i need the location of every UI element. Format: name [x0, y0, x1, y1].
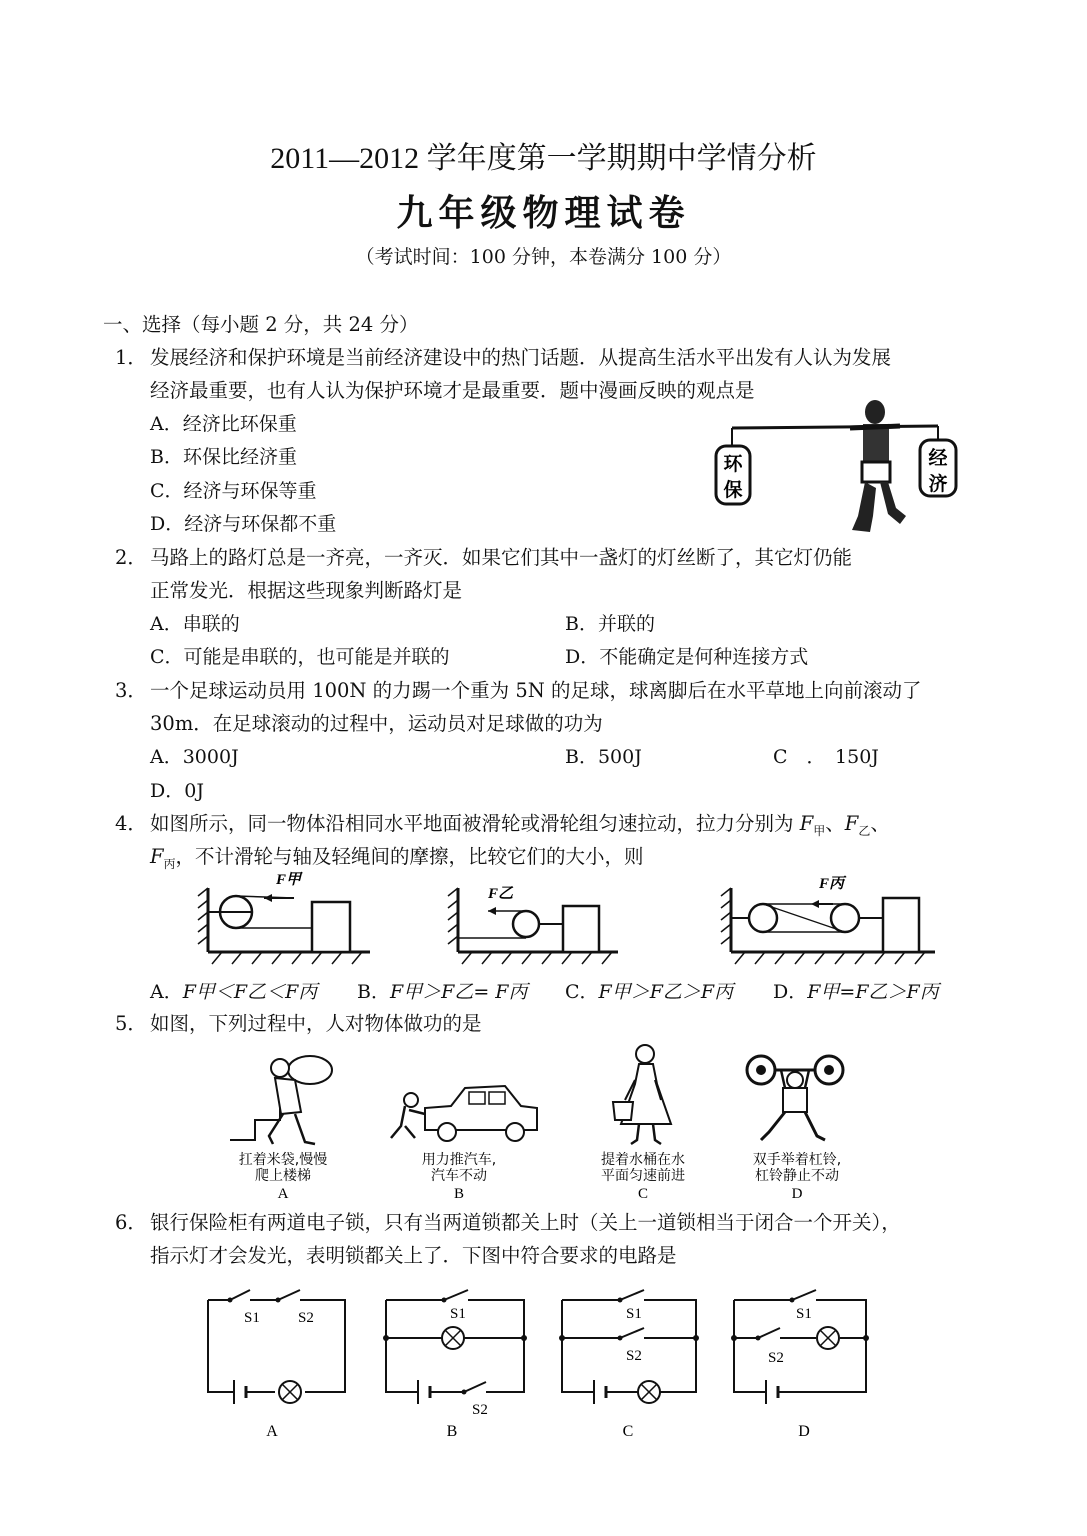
q1-text-line2: 经济最重要，也有人认为保护环境才是最重要．题中漫画反映的观点是	[150, 379, 755, 402]
q4-option-a	[150, 980, 317, 1004]
q5-fig-b-letter: B	[453, 1186, 465, 1202]
q5-fig-d-caption2: 杠铃静止不动	[755, 1168, 839, 1184]
q4-option-b-relation: F甲＞F乙= F丙	[389, 981, 528, 1003]
q4-option-b	[357, 980, 527, 1004]
q1-option-b: B．环保比经济重	[150, 446, 297, 468]
q3-option-c: C ． 150J	[773, 746, 879, 768]
q4-text-line1-main: 如图所示，同一物体沿相同水平地面被滑轮或滑轮组匀速拉动，拉力分别为	[150, 812, 794, 835]
q4-force-symbol: F	[799, 812, 814, 835]
q4-number: 4．	[115, 812, 147, 835]
q6-c-letter: C	[622, 1423, 634, 1440]
q1-person-illustration	[850, 400, 906, 532]
q5-figures	[225, 1040, 865, 1205]
q5-fig-b-caption1: 用力推汽车,	[421, 1152, 497, 1168]
q2-number: 2．	[115, 546, 147, 569]
q6-b-s2: S2	[472, 1402, 488, 1418]
q4-option-b-letter: B．	[357, 981, 390, 1003]
q3-number: 3．	[115, 679, 147, 702]
q4-text-line1	[150, 812, 890, 843]
q4-text-line2-main: ，不计滑轮与轴及轻绳间的摩擦，比较它们的大小，则	[175, 845, 644, 868]
exam-title: 2011—2012 学年度第一学期期中学情分析	[270, 142, 817, 175]
q4-separator: 、	[825, 812, 845, 835]
q4-option-d-relation: F甲=F乙＞F丙	[807, 981, 939, 1003]
q5-number: 5．	[115, 1012, 147, 1035]
q2-option-c: C．可能是串联的，也可能是并联的	[150, 646, 450, 668]
q5-figure-a-illustration	[230, 1056, 332, 1144]
q1-option-a: A．经济比环保重	[150, 413, 297, 435]
q6-number: 6．	[115, 1211, 147, 1234]
q2-text-line1: 马路上的路灯总是一齐亮，一齐灭．如果它们其中一盏灯的灯丝断了，其它灯仍能	[150, 546, 853, 569]
q5-figure-c-illustration	[613, 1045, 671, 1144]
q5-fig-b-caption2: 汽车不动	[431, 1168, 487, 1184]
q4-option-c-relation: F甲＞F乙＞F丙	[598, 981, 734, 1003]
q3-text-line2: 30m．在足球滚动的过程中，运动员对足球做的功为	[150, 712, 603, 735]
q1-cartoon-figure	[710, 398, 970, 538]
q4-option-d	[773, 980, 939, 1004]
q5-fig-c-caption2: 平面匀速前进	[601, 1168, 685, 1184]
q1-econ-char2: 济	[928, 474, 948, 495]
q3-option-b: B．500J	[565, 746, 642, 768]
q4-pulley-figures	[190, 868, 950, 968]
q1-econ-char1: 经	[928, 448, 948, 469]
q4-fig3-label: F丙	[819, 876, 845, 892]
q4-option-d-letter: D．	[773, 981, 808, 1003]
q4-force-symbol: F	[844, 812, 859, 835]
q4-sub-jia: 甲	[813, 823, 826, 838]
q2-option-b: B．并联的	[565, 613, 655, 635]
q5-fig-c-letter: C	[637, 1186, 649, 1202]
q4-sub-yi: 乙	[858, 823, 871, 838]
q6-circuit-a	[208, 1290, 345, 1440]
q5-fig-a-caption2: 爬上楼梯	[255, 1168, 311, 1184]
q4-option-c	[565, 980, 733, 1004]
q4-figure-jia	[198, 871, 370, 964]
q6-circuits	[200, 1280, 880, 1440]
q2-text-line2: 正常发光．根据这些现象判断路灯是	[150, 579, 463, 602]
q4-sub-bing: 丙	[163, 856, 176, 871]
q2-option-a: A．串联的	[150, 613, 240, 635]
q6-a-s2: S2	[298, 1310, 314, 1326]
exam-info: （考试时间：100 分钟，本卷满分 100 分）	[355, 246, 732, 268]
section-heading: 一、选择（每小题 2 分，共 24 分）	[103, 313, 419, 336]
q4-separator: 、	[870, 812, 890, 835]
q5-fig-d-caption1: 双手举着杠铃,	[752, 1152, 842, 1168]
q4-option-a-letter: A．	[150, 981, 183, 1003]
q5-figure-d-illustration	[747, 1056, 843, 1140]
q4-fig2-label: F乙	[488, 886, 514, 902]
q6-d-s1: S1	[796, 1306, 812, 1322]
q6-a-letter: A	[266, 1423, 278, 1440]
q2-option-d: D．不能确定是何种连接方式	[565, 646, 809, 668]
q1-number: 1．	[115, 346, 147, 369]
q6-text-line1: 银行保险柜有两道电子锁，只有当两道锁都关上时（关上一道锁相当于闭合一个开关），	[150, 1211, 901, 1234]
q5-fig-d-letter: D	[791, 1186, 803, 1202]
q4-option-c-letter: C．	[565, 981, 599, 1003]
q6-text-line2: 指示灯才会发光，表明锁都关上了．下图中符合要求的电路是	[150, 1244, 677, 1267]
exam-subject-title: 九年级物理试卷	[396, 193, 691, 234]
q4-option-a-relation: F甲＜F乙＜F丙	[182, 981, 318, 1003]
q6-a-s1: S1	[244, 1310, 260, 1326]
q6-circuit-b	[383, 1290, 527, 1440]
q5-fig-c-caption1: 提着水桶在水	[601, 1152, 685, 1168]
q3-text-line1: 一个足球运动员用 100N 的力踢一个重为 5N 的足球，球离脚后在水平草地上向前滚动了	[150, 679, 922, 702]
q5-text-line1: 如图，下列过程中，人对物体做功的是	[150, 1012, 482, 1035]
q4-figure-bing	[721, 875, 935, 964]
q3-option-d: D．0J	[150, 780, 204, 802]
q1-env-char2: 保	[723, 480, 743, 501]
q5-fig-a-caption1: 扛着米袋,慢慢	[238, 1152, 328, 1168]
q6-b-letter: B	[446, 1423, 458, 1440]
q4-fig1-label: F甲	[276, 872, 302, 888]
q6-c-s2: S2	[626, 1348, 642, 1364]
q6-circuit-d	[731, 1290, 869, 1440]
q1-option-c: C．经济与环保等重	[150, 480, 317, 502]
q6-c-s1: S1	[626, 1306, 642, 1322]
q1-env-char1: 环	[723, 454, 743, 475]
q6-d-s2: S2	[768, 1350, 784, 1366]
q5-fig-a-letter: A	[277, 1186, 289, 1202]
q6-b-s1: S1	[450, 1306, 466, 1322]
q1-text-line1: 发展经济和保护环境是当前经济建设中的热门话题．从提高生活水平出发有人认为发展	[150, 346, 892, 369]
q4-force-symbol: F	[150, 845, 164, 868]
q6-circuit-c	[559, 1290, 699, 1440]
q5-figure-b-illustration	[391, 1086, 537, 1141]
q6-d-letter: D	[798, 1423, 810, 1440]
q3-option-a: A．3000J	[150, 746, 239, 768]
q4-figure-yi	[448, 885, 618, 964]
q1-option-d: D．经济与环保都不重	[150, 513, 337, 535]
